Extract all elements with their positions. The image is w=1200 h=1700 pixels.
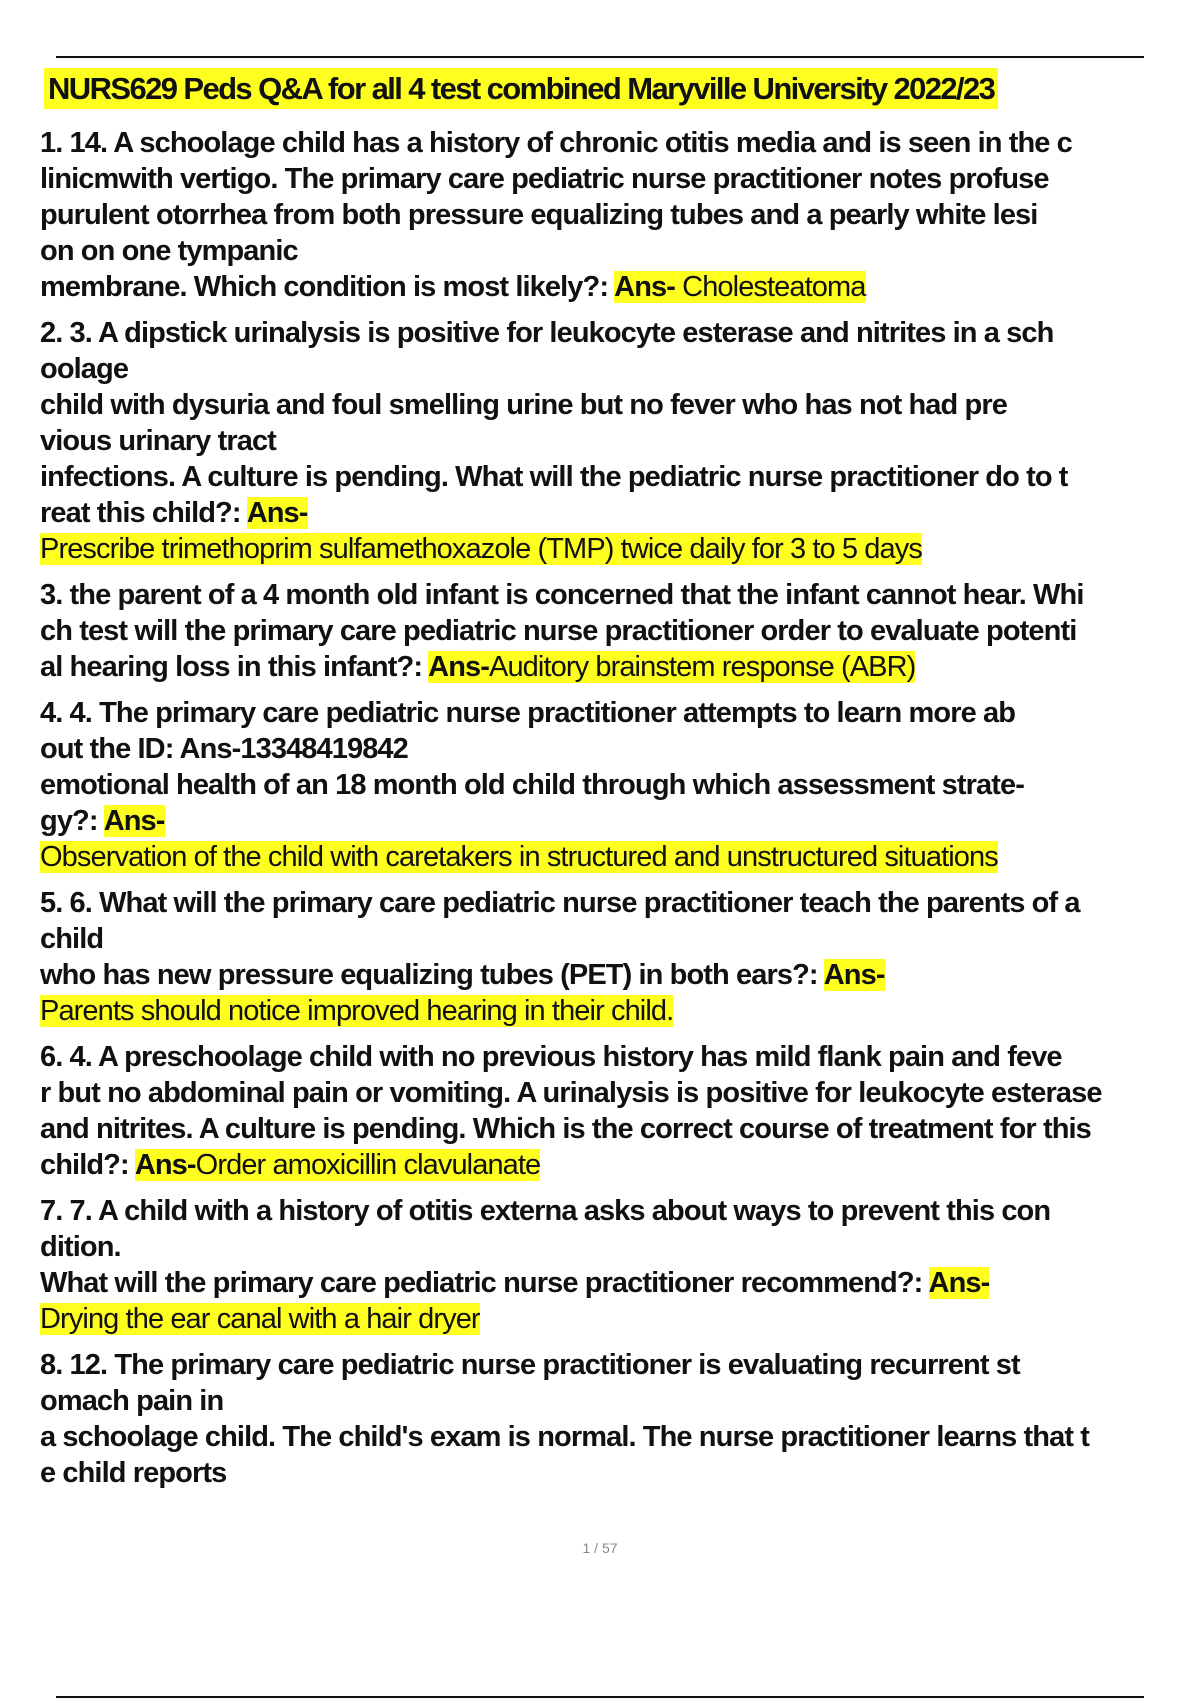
question-line: omach pain in xyxy=(40,1385,224,1418)
answer-line xyxy=(40,1301,1190,1337)
question-line: and nitrites. A culture is pending. Which is the correct course of treatment for this xyxy=(40,1113,1091,1146)
question-line: purulent otorrhea from both pressure equalizing tubes and a pearly white lesi xyxy=(40,199,1038,232)
answer-label: Ans- xyxy=(103,805,165,838)
document-body xyxy=(40,68,1190,1501)
page-number: 1 / 57 xyxy=(582,1540,618,1556)
top-rule xyxy=(56,56,1144,58)
question-last-line: membrane. Which condition is most likely?: Ans- Cholesteatoma xyxy=(40,271,866,304)
question-line: 3. the parent of a 4 month old infant is concerned that the infant cannot hear. Whi xyxy=(40,579,1084,612)
question-line: linicmwith vertigo. The primary care pediatric nurse practitioner notes profuse xyxy=(40,163,1049,196)
question-last-line: gy?: Ans- xyxy=(40,805,165,838)
question-line: e child reports xyxy=(40,1457,227,1490)
answer-text: Parents should notice improved hearing in their child. xyxy=(40,995,674,1028)
question-1 xyxy=(40,125,1190,305)
question-last-line: What will the primary care pediatric nurse practitioner recommend?: Ans- xyxy=(40,1267,990,1300)
answer-text: Prescribe trimethoprim sulfamethoxazole (TMP) twice daily for 3 to 5 days xyxy=(40,533,922,566)
question-line: r but no abdominal pain or vomiting. A urinalysis is positive for leukocyte esterase xyxy=(40,1077,1102,1110)
question-line: emotional health of an 18 month old child through which assessment strate- xyxy=(40,769,1024,802)
question-line: vious urinary tract xyxy=(40,425,276,458)
answer-label: Ans- xyxy=(614,271,675,304)
question-line: child with dysuria and foul smelling urine but no fever who has not had pre xyxy=(40,389,1007,422)
question-line: 1. 14. A schoolage child has a history of chronic otitis media and is seen in the c xyxy=(40,127,1072,160)
answer-label: Ans- xyxy=(823,959,885,992)
answer-line xyxy=(40,839,1190,875)
question-8 xyxy=(40,1347,1190,1491)
question-6 xyxy=(40,1039,1190,1183)
question-line: 5. 6. What will the primary care pediatric nurse practitioner teach the parents of a xyxy=(40,887,1080,920)
question-last-line: who has new pressure equalizing tubes (PET) in both ears?: Ans- xyxy=(40,959,885,992)
question-line: on on one tympanic xyxy=(40,235,298,268)
question-last-line: reat this child?: Ans- xyxy=(40,497,308,530)
question-line: 7. 7. A child with a history of otitis externa asks about ways to prevent this con xyxy=(40,1195,1051,1228)
question-line: 6. 4. A preschoolage child with no previous history has mild flank pain and feve xyxy=(40,1041,1062,1074)
answer-text: Auditory brainstem response (ABR) xyxy=(489,651,916,684)
question-7 xyxy=(40,1193,1190,1337)
question-line: a schoolage child. The child's exam is normal. The nurse practitioner learns that t xyxy=(40,1421,1089,1454)
answer-text: Observation of the child with caretakers in structured and unstructured situations xyxy=(40,841,998,874)
answer-label: Ans- xyxy=(134,1149,196,1182)
question-line: dition. xyxy=(40,1231,121,1264)
answer-text: Cholesteatoma xyxy=(675,271,866,304)
answer-label: Ans- xyxy=(246,497,308,530)
answer-text: Drying the ear canal with a hair dryer xyxy=(40,1303,480,1336)
question-2 xyxy=(40,315,1190,567)
answer-line xyxy=(40,993,1190,1029)
answer-label: Ans- xyxy=(428,651,489,684)
question-4 xyxy=(40,695,1190,875)
question-last-line: al hearing loss in this infant?: Ans-Auditory brainstem response (ABR) xyxy=(40,651,916,684)
question-line: oolage xyxy=(40,353,129,386)
question-line: infections. A culture is pending. What will the pediatric nurse practitioner do to t xyxy=(40,461,1068,494)
document-title: NURS629 Peds Q&A for all 4 test combined Maryville University 2022/23 xyxy=(44,68,998,109)
question-5 xyxy=(40,885,1190,1029)
bottom-rule xyxy=(56,1696,1144,1698)
question-line: 8. 12. The primary care pediatric nurse practitioner is evaluating recurrent st xyxy=(40,1349,1020,1382)
answer-text: Order amoxicillin clavulanate xyxy=(195,1149,541,1182)
question-line: ch test will the primary care pediatric nurse practitioner order to evaluate potenti xyxy=(40,615,1077,648)
question-3 xyxy=(40,577,1190,685)
question-line: 2. 3. A dipstick urinalysis is positive for leukocyte esterase and nitrites in a sch xyxy=(40,317,1054,350)
question-line: 4. 4. The primary care pediatric nurse practitioner attempts to learn more ab xyxy=(40,697,1016,730)
answer-label: Ans- xyxy=(928,1267,990,1300)
question-last-line: child?: Ans-Order amoxicillin clavulanate xyxy=(40,1149,541,1182)
question-line: child xyxy=(40,923,104,956)
answer-line xyxy=(40,531,1190,567)
question-line: out the ID: Ans-13348419842 xyxy=(40,733,408,766)
